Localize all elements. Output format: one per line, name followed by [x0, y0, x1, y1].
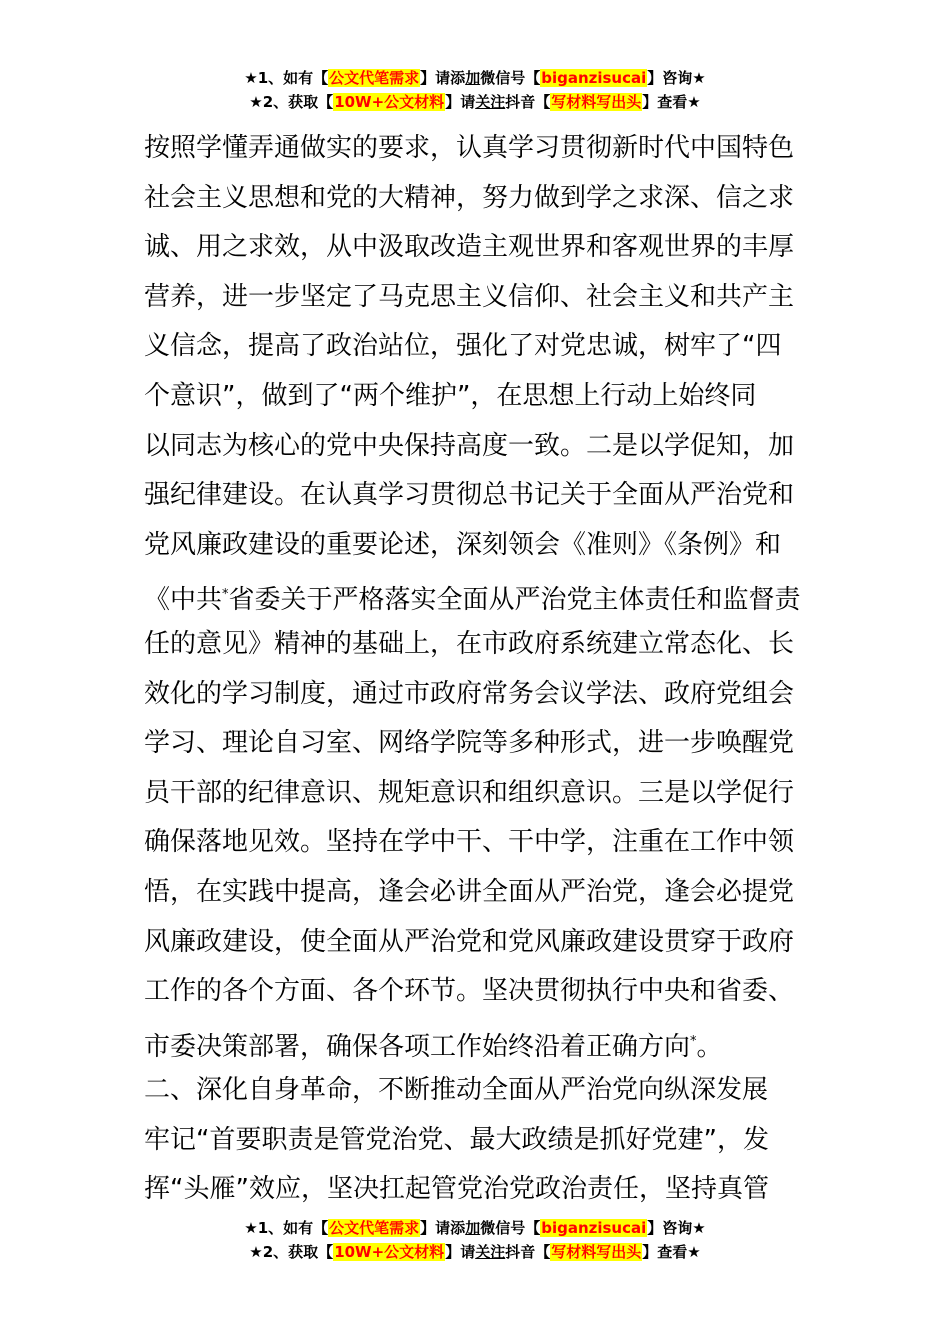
banner-text: ★2、获取【 — [249, 1243, 334, 1261]
body-line: 效化的学习制度，通过市政府常务会议学法、政府党组会 — [144, 678, 795, 709]
body-line: 挥“头雁”效应，坚决扛起管党治党政治责任，坚持真管 — [144, 1174, 769, 1205]
footer-banner — [0, 1217, 950, 1265]
banner-text: 】请 — [445, 93, 476, 111]
body-line: 义信念，提高了政治站位，强化了对党忠诚，树牢了“四 — [144, 331, 782, 362]
body-text: 。 — [696, 1031, 723, 1062]
banner-highlight: biganzisucai — [541, 69, 647, 87]
body-line: 个意识”，做到了“两个维护”，在思想上行动上始终同 — [144, 380, 757, 411]
banner-highlight: 写材料写出头 — [551, 1243, 642, 1261]
body-line: 以同志为核心的党中央保持高度一致。二是以学促知，加 — [144, 430, 795, 461]
banner-text: ★1、如有【 — [244, 69, 329, 87]
body-line: 党风廉政建设的重要论述，深刻领会《准则》《条例》和 — [144, 529, 782, 560]
banner-underline: 加 — [465, 1219, 481, 1237]
banner-highlight: 公文代笔需求 — [329, 69, 420, 87]
body-line: 工作的各个方面、各个环节。坚决贯彻执行中央和省委、 — [144, 976, 795, 1007]
banner-line-1 — [0, 1217, 950, 1241]
banner-text: ★1、如有【 — [244, 1219, 329, 1237]
banner-text: 抖音【 — [505, 1243, 551, 1261]
banner-highlight: biganzisucai — [541, 1219, 647, 1237]
body-line: 社会主义思想和党的大精神，努力做到学之求深、信之求 — [144, 182, 795, 213]
section-heading: 二、深化自身革命，不断推动全面从严治党向纵深发展 — [144, 1075, 769, 1106]
body-line: 牢记“首要职责是管党治党、最大政绩是抓好党建”，发 — [144, 1124, 769, 1155]
body-line: 按照学懂弄通做实的要求，认真学习贯彻新时代中国特色 — [144, 133, 795, 163]
body-line: 强纪律建设。在认真学习贯彻总书记关于全面从严治党和 — [144, 480, 795, 511]
banner-underline: 加 — [465, 69, 481, 87]
body-line: 任的意见》精神的基础上，在市政府系统建立常态化、长 — [144, 628, 795, 659]
header-banner — [0, 67, 950, 115]
banner-text: 】咨询★ — [647, 69, 706, 87]
banner-text: 抖音【 — [505, 93, 551, 111]
body-line: 员干部的纪律意识、规矩意识和组织意识。三是以学促行 — [144, 777, 795, 808]
body-line — [144, 570, 814, 620]
banner-text: 】咨询★ — [647, 1219, 706, 1237]
body-line: 悟，在实践中提高，逢会必讲全面从严治党，逢会必提党 — [144, 876, 795, 907]
banner-text: 】请 — [445, 1243, 476, 1261]
banner-line-2 — [0, 1241, 950, 1265]
banner-line-1 — [0, 67, 950, 91]
body-line: 诚、用之求效，从中汲取改造主观世界和客观世界的丰厚 — [144, 232, 795, 263]
body-text: 省委关于严格落实全面从严治党主体责任和监督责 — [228, 585, 801, 616]
document-body — [144, 124, 814, 1215]
banner-highlight: 10W+公文材料 — [334, 1243, 445, 1261]
body-line — [144, 1017, 814, 1067]
banner-highlight: 写材料写出头 — [551, 93, 642, 111]
body-text: 市委决策部署，确保各项工作始终沿着正确方向 — [144, 1031, 691, 1062]
body-text: 《中共 — [144, 585, 223, 616]
banner-text: 】查看★ — [642, 93, 701, 111]
banner-line-2 — [0, 91, 950, 115]
body-line: 营养，进一步坚定了马克思主义信仰、社会主义和共产主 — [144, 281, 795, 312]
banner-highlight: 公文代笔需求 — [329, 1219, 420, 1237]
banner-text: ★2、获取【 — [249, 93, 334, 111]
body-line: 学习、理论自习室、网络学院等多种形式，进一步唤醒党 — [144, 728, 795, 759]
banner-text: 】请添 — [420, 69, 466, 87]
body-line: 风廉政建设，使全面从严治党和党风廉政建设贯穿于政府 — [144, 926, 795, 957]
superscript-mark: * — [690, 1033, 697, 1049]
banner-underline: 关注 — [475, 1243, 506, 1261]
superscript-mark: * — [222, 587, 229, 603]
banner-text: 微信号【 — [480, 1219, 541, 1237]
banner-highlight: 10W+公文材料 — [334, 93, 445, 111]
banner-underline: 关注 — [475, 93, 506, 111]
banner-text: 】请添 — [420, 1219, 466, 1237]
body-line: 确保落地见效。坚持在学中干、干中学，注重在工作中领 — [144, 827, 795, 858]
banner-text: 微信号【 — [480, 69, 541, 87]
banner-text: 】查看★ — [642, 1243, 701, 1261]
